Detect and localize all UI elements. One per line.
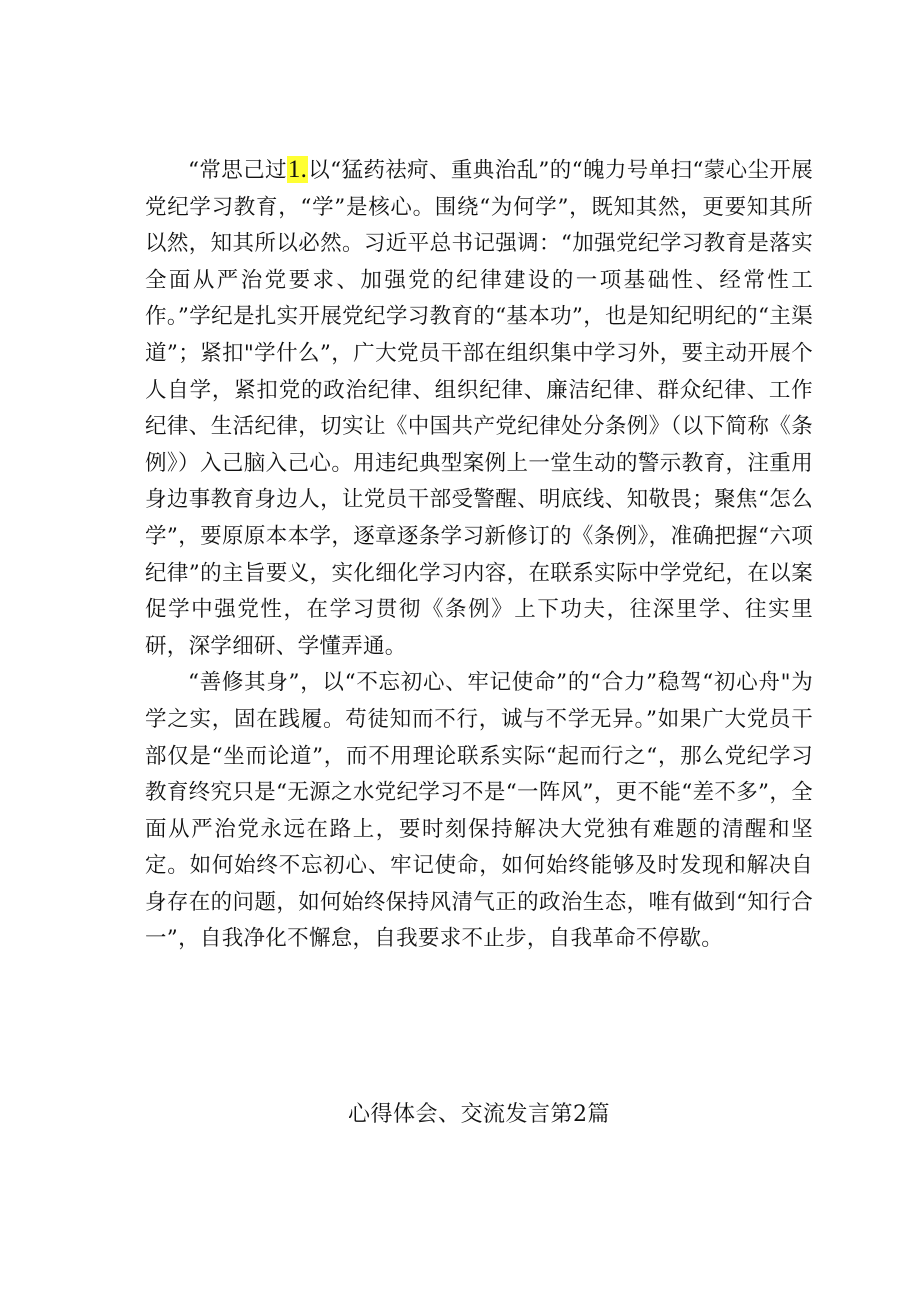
paragraph-1 <box>145 152 813 665</box>
document-body <box>145 152 813 958</box>
section-heading: 心得体会、交流发言第2篇 <box>348 1102 610 1127</box>
paragraph-1-lead: “常思己过 <box>188 158 287 183</box>
paragraph-2: “善修其身”，以“不忘初心、牢记使命”的“合力”稳驾“初心舟"为学之实，固在践履。苟徒知而不行，诚与不学无异。”如果广大党员干部仅是“坐而论道”，而不用理论联系实际“起而行之“，那么党纪学习教育终究只是“无源之水党纪学习不是“一阵风”，更不能“差不多”，全面从严治党永远在路上，要时刻保持解决大党独有难题的清醒和坚定。如何始终不忘初心、牢记使命，如何始终能够及时发现和解决自身存在的问题，如何始终保持风清气正的政治生态，唯有做到“知行合一”，自我净化不懈怠，自我要求不止步，自我革命不停歇。 <box>145 670 813 952</box>
paragraph-1-text: 以“猛药祛疴、重典治乱”的“魄力号单扫“蒙心尘开展党纪学习教育，“学”是核心。围绕“为何学”，既知其然，更要知其所以然，知其所以必然。习近平总书记强调：“加强党纪学习教育是落实全面从严治党要求、加强党的纪律建设的一项基础性、经常性工作。”学纪是扎实开展党纪学习教育的“基本功”，也是知纪明纪的“主渠道”；紧扣"学什么”，广大党员干部在组织集中学习外，要主动开展个人自学，紧扣党的政治纪律、组织纪律、廉洁纪律、群众纪律、工作纪律、生活纪律，切实让《中国共产党纪律处分条例》（以下简称《条例》）入己脑入己心。用违纪典型案例上一堂生动的警示教育，注重用身边事教育身边人，让党员干部受警醒、明底线、知敬畏；聚焦“怎么学”，要原原本本学，逐章逐条学习新修订的《条例》，准确把握“六项纪律”的主旨要义，实化细化学习内容，在联系实际中学党纪，在以案促学中强党性，在学习贯彻《条例》上下功夫，往深里学、往实里研，深学细研、学懂弄通。 <box>145 158 813 659</box>
highlighted-number: 1. <box>287 156 308 183</box>
